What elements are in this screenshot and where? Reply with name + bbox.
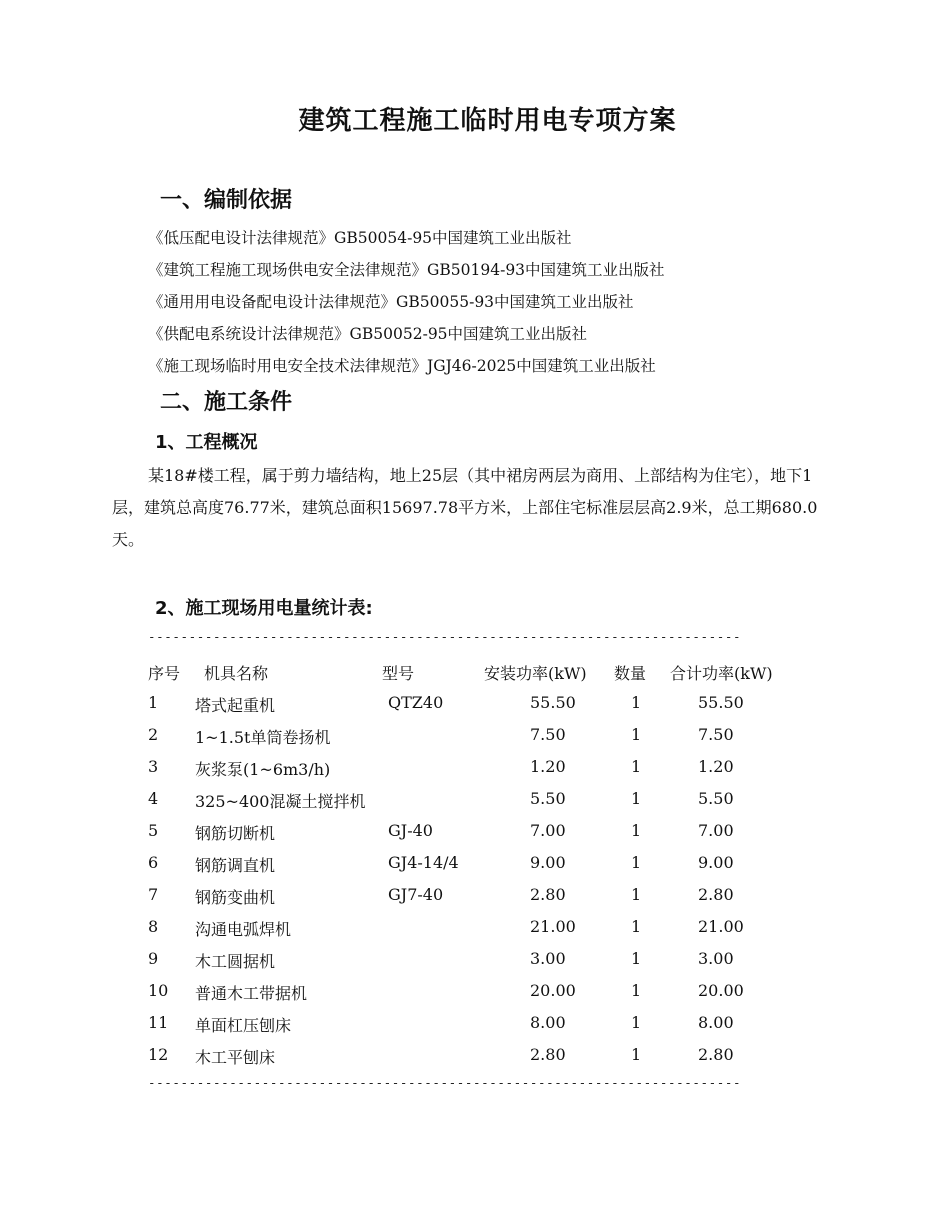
cell-installed-power: 2.80 [530, 885, 566, 904]
table-row [0, 757, 950, 789]
cell-model: GJ4-14/4 [388, 853, 459, 872]
table-row [0, 1045, 950, 1077]
cell-installed-power: 2.80 [530, 1045, 566, 1064]
cell-index: 8 [148, 917, 159, 936]
reference-item: 《通用用电设备配电设计法律规范》GB50055-93中国建筑工业出版社 [148, 293, 634, 311]
cell-name: 灰浆泵(1~6m3/h) [195, 760, 331, 779]
cell-index: 3 [148, 757, 159, 776]
cell-index: 6 [148, 853, 159, 872]
cell-installed-power: 5.50 [530, 789, 566, 808]
column-header-total-power: 合计功率(kW) [670, 664, 773, 683]
cell-installed-power: 7.00 [530, 821, 566, 840]
table-row [0, 885, 950, 917]
cell-total-power: 9.00 [698, 853, 734, 872]
cell-installed-power: 55.50 [530, 693, 576, 712]
cell-name: 木工圆据机 [195, 952, 276, 971]
cell-name: 1~1.5t单筒卷扬机 [195, 728, 331, 747]
section1-heading: 一、编制依据 [160, 188, 293, 213]
project-overview-paragraph: 某18#楼工程，属于剪力墙结构，地上25层（其中裙房两层为商用、上部结构为住宅），地下1层，建筑总高度76.77米，建筑总面积15697.78平方米，上部住宅标准层层高2.9米，总工期680.0天。 [112, 466, 818, 549]
cell-total-power: 2.80 [698, 1045, 734, 1064]
cell-total-power: 2.80 [698, 885, 734, 904]
reference-item: 《供配电系统设计法律规范》GB50052-95中国建筑工业出版社 [148, 325, 588, 343]
cell-quantity: 1 [631, 821, 642, 840]
cell-total-power: 7.00 [698, 821, 734, 840]
cell-quantity: 1 [631, 789, 642, 808]
table-row [0, 693, 950, 725]
cell-total-power: 20.00 [698, 981, 744, 1000]
cell-index: 7 [148, 885, 159, 904]
reference-item: 《低压配电设计法律规范》GB50054-95中国建筑工业出版社 [148, 229, 572, 247]
cell-name: 普通木工带据机 [195, 984, 308, 1003]
table-header-row [0, 661, 950, 693]
document-title: 建筑工程施工临时用电专项方案 [298, 106, 677, 136]
cell-model: GJ-40 [388, 821, 433, 840]
cell-quantity: 1 [631, 757, 642, 776]
cell-total-power: 55.50 [698, 693, 744, 712]
table-row [0, 725, 950, 757]
cell-index: 12 [148, 1045, 169, 1064]
cell-quantity: 1 [631, 1013, 642, 1032]
table-row [0, 1013, 950, 1045]
cell-name: 单面杠压刨床 [195, 1016, 292, 1035]
cell-quantity: 1 [631, 885, 642, 904]
column-header-installed-power: 安装功率(kW) [484, 664, 587, 683]
cell-installed-power: 3.00 [530, 949, 566, 968]
table-row [0, 853, 950, 885]
column-header-index: 序号 [148, 664, 181, 683]
column-header-model: 型号 [382, 664, 415, 683]
cell-index: 4 [148, 789, 159, 808]
cell-name: 钢筋变曲机 [195, 888, 276, 907]
cell-quantity: 1 [631, 1045, 642, 1064]
table-top-divider: ------------------------------------------------------------------------- [148, 629, 742, 644]
cell-installed-power: 21.00 [530, 917, 576, 936]
subsection-project-overview: 1、工程概况 [155, 432, 258, 453]
cell-name: 沟通电弧焊机 [195, 920, 292, 939]
cell-quantity: 1 [631, 853, 642, 872]
cell-index: 10 [148, 981, 169, 1000]
table-bottom-divider: ------------------------------------------------------------------------- [148, 1075, 742, 1090]
cell-total-power: 8.00 [698, 1013, 734, 1032]
cell-model: GJ7-40 [388, 885, 444, 904]
cell-name: 钢筋切断机 [195, 824, 276, 843]
cell-total-power: 21.00 [698, 917, 744, 936]
cell-total-power: 5.50 [698, 789, 734, 808]
cell-quantity: 1 [631, 981, 642, 1000]
cell-quantity: 1 [631, 725, 642, 744]
cell-installed-power: 1.20 [530, 757, 566, 776]
cell-installed-power: 20.00 [530, 981, 576, 1000]
cell-name: 钢筋调直机 [195, 856, 276, 875]
table-row [0, 821, 950, 853]
cell-total-power: 7.50 [698, 725, 734, 744]
reference-item: 《建筑工程施工现场供电安全法律规范》GB50194-93中国建筑工业出版社 [148, 261, 665, 279]
cell-index: 9 [148, 949, 159, 968]
cell-installed-power: 8.00 [530, 1013, 566, 1032]
cell-index: 2 [148, 725, 159, 744]
table-row [0, 789, 950, 821]
cell-index: 5 [148, 821, 159, 840]
cell-quantity: 1 [631, 693, 642, 712]
cell-name: 325~400混凝土搅拌机 [195, 792, 366, 811]
cell-total-power: 1.20 [698, 757, 734, 776]
cell-installed-power: 7.50 [530, 725, 566, 744]
cell-name: 塔式起重机 [195, 696, 276, 715]
cell-quantity: 1 [631, 917, 642, 936]
cell-installed-power: 9.00 [530, 853, 566, 872]
section2-heading: 二、施工条件 [160, 390, 293, 415]
reference-item: 《施工现场临时用电安全技术法律规范》JGJ46-2025中国建筑工业出版社 [148, 357, 656, 375]
cell-total-power: 3.00 [698, 949, 734, 968]
table-row [0, 949, 950, 981]
table-row [0, 981, 950, 1013]
cell-model: QTZ40 [388, 693, 444, 712]
table-row [0, 917, 950, 949]
column-header-quantity: 数量 [614, 664, 647, 683]
column-header-name: 机具名称 [204, 664, 269, 683]
subsection-power-table-title: 2、施工现场用电量统计表: [155, 598, 373, 619]
cell-name: 木工平刨床 [195, 1048, 276, 1067]
cell-index: 1 [148, 693, 159, 712]
cell-index: 11 [148, 1013, 169, 1032]
cell-quantity: 1 [631, 949, 642, 968]
